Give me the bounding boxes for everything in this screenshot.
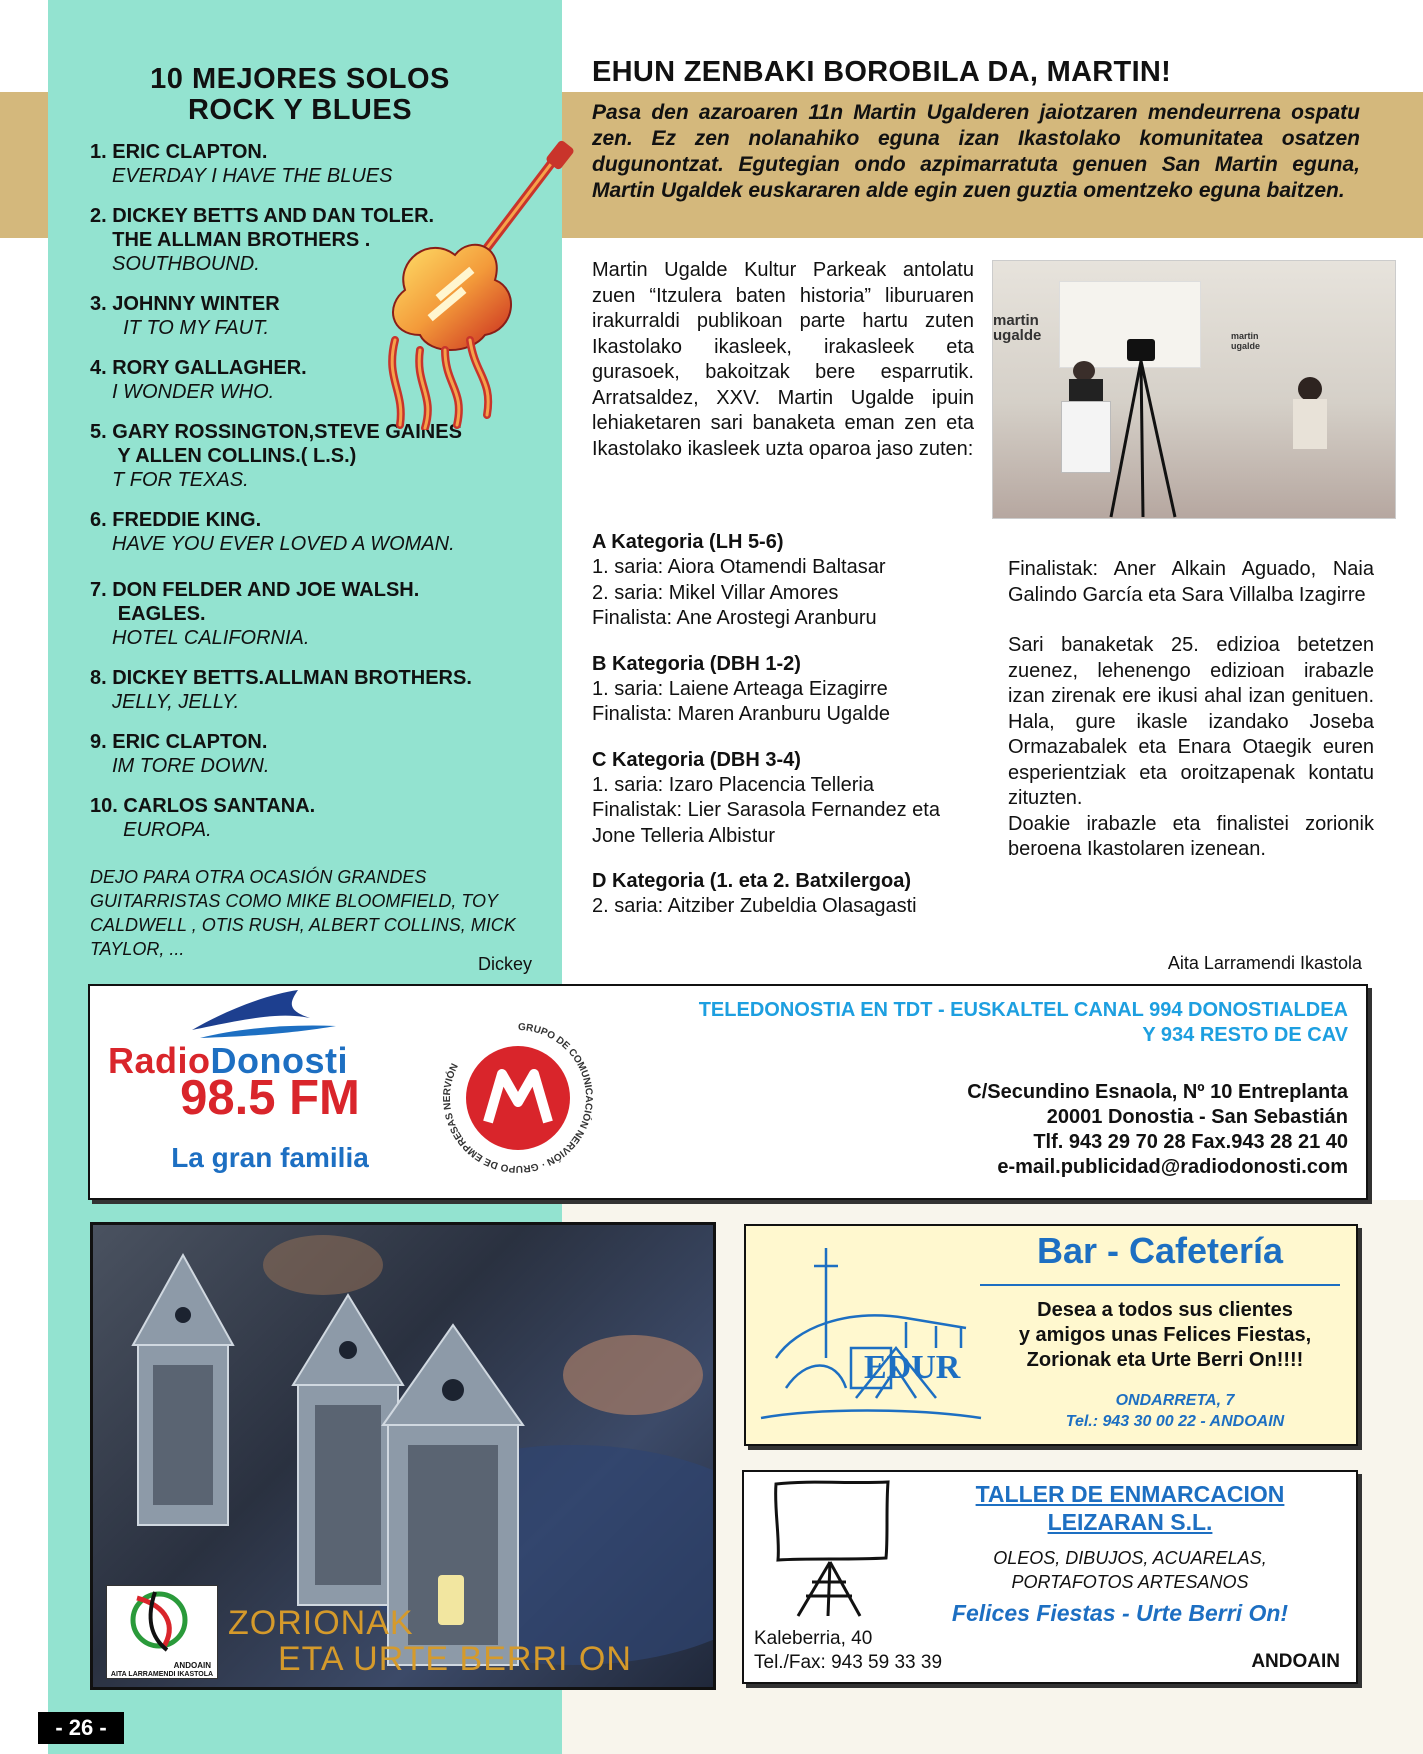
category-line: 1. saria: Aiora Otamendi Baltasar	[592, 556, 886, 578]
taller-services-line: OLEOS, DIBUJOS, ACUARELAS,	[993, 1548, 1267, 1568]
category-line: 1. saria: Izaro Placencia Telleria	[592, 773, 874, 796]
category-heading: C Kategoria (DBH 3-4)	[592, 748, 801, 771]
ikastola-logo-caption: AITA LARRAMENDI IKASTOLA	[110, 1671, 214, 1678]
speaker-head	[1073, 361, 1095, 381]
photo-sign-right: martin ugalde	[1231, 331, 1261, 351]
ikastola-logo-small: ANDOAIN	[173, 1661, 211, 1670]
radio-brand-red: Radio	[108, 1040, 211, 1081]
solo-song: EVERDAY I HAVE THE BLUES	[112, 165, 393, 187]
solo-item	[90, 730, 560, 778]
bar-title: Bar - Cafetería	[1036, 1230, 1284, 1271]
event-photo	[992, 260, 1396, 519]
solos-signature: Dickey	[477, 954, 532, 974]
solo-artist: 5. GARY ROSSINGTON,STEVE GAINES	[90, 421, 462, 443]
radio-brand-blue: Donosti	[210, 1040, 348, 1081]
solo-artist: 9. ERIC CLAPTON.	[90, 731, 268, 753]
zorionak-line1: ZORIONAK	[228, 1604, 414, 1642]
taller-phone: Tel./Fax: 943 59 33 39	[754, 1652, 943, 1673]
taller-title	[920, 1480, 1340, 1536]
category-heading: A Kategoria (LH 5-6)	[592, 531, 784, 553]
radio-tdt-line2: Y 934 RESTO DE CAV	[1142, 1024, 1348, 1046]
solo-item	[90, 508, 560, 556]
taller-greeting: Felices Fiestas - Urte Berri On!	[951, 1600, 1289, 1626]
ikastola-logo	[106, 1585, 218, 1679]
radio-tdt-line1: TELEDONOSTIA EN TDT - EUSKALTEL CANAL 994 DONOSTIALDEA	[698, 999, 1348, 1021]
easel-icon	[770, 1478, 900, 1618]
solo-artist: 8. DICKEY BETTS.ALLMAN BROTHERS.	[90, 667, 472, 689]
solo-song: IM TORE DOWN.	[112, 755, 270, 777]
category-block	[592, 652, 974, 728]
solo-song: SOUTHBOUND.	[112, 253, 260, 275]
solo-song: IT TO MY FAUT.	[112, 317, 270, 339]
solo-item	[90, 666, 560, 714]
article-signature: Aita Larramendi Ikastola	[1167, 953, 1362, 973]
bar-greeting-line: y amigos unas Felices Fiestas,	[1018, 1324, 1312, 1346]
taller-title-line2: LEIZARAN S.L.	[1047, 1509, 1213, 1535]
bar-street: ONDARRETA, 7	[1115, 1392, 1235, 1409]
bar-phone: Tel.: 943 30 00 22 - ANDOAIN	[1065, 1413, 1285, 1430]
category-line: Finalista: Ane Arostegi Aranburu	[592, 607, 877, 629]
solo-artist: 6. FREDDIE KING.	[90, 509, 262, 531]
radio-slogan: La gran familia	[171, 1142, 369, 1173]
tripod	[1103, 359, 1183, 519]
radio-phone: Tlf. 943 29 70 28 Fax.943 28 21 40	[1033, 1131, 1348, 1153]
zorionak-greeting	[228, 1605, 668, 1677]
radio-address	[820, 1080, 1348, 1180]
solo-item	[90, 420, 560, 492]
person-head	[1298, 377, 1322, 401]
radio-address-line: C/Secundino Esnaola, Nº 10 Entreplanta	[967, 1081, 1348, 1103]
taller-services	[940, 1546, 1320, 1594]
person-body	[1293, 399, 1327, 449]
bar-address	[1030, 1390, 1320, 1432]
solo-song: HAVE YOU EVER LOVED A WOMAN.	[112, 533, 455, 555]
solo-item	[90, 578, 560, 650]
ikastola-logo-mark	[107, 1586, 217, 1656]
article-right-column	[1008, 557, 1374, 863]
category-line: 1. saria: Laiene Arteaga Eizagirre	[592, 677, 888, 700]
category-block	[592, 869, 974, 920]
categories-list	[592, 530, 974, 940]
solo-song: JELLY, JELLY.	[112, 691, 240, 713]
solo-song: EUROPA.	[112, 819, 212, 841]
category-block	[592, 748, 974, 850]
taller-address	[754, 1627, 1054, 1675]
taller-title-line1: TALLER DE ENMARCACION	[975, 1481, 1285, 1507]
edur-logo-text: EDUR	[864, 1349, 961, 1386]
solo-artist: 10. CARLOS SANTANA.	[90, 795, 316, 817]
solo-artist: 2. DICKEY BETTS AND DAN TOLER.	[90, 205, 435, 227]
taller-services-line: PORTAFOTOS ARTESANOS	[1011, 1572, 1249, 1592]
solo-artist-line2: EAGLES.	[90, 603, 206, 625]
solo-song: T FOR TEXAS.	[112, 469, 249, 491]
solos-title-line2: ROCK Y BLUES	[187, 94, 413, 126]
solos-title-line1: 10 MEJORES SOLOS	[150, 63, 450, 95]
solo-song: I WONDER WHO.	[112, 381, 275, 403]
solo-artist: 7. DON FELDER AND JOE WALSH.	[90, 579, 420, 601]
guitar-illustration	[375, 140, 575, 430]
article-body: Martin Ugalde Kultur Parkeak antolatu zuen “Itzulera baten historia” liburuaren irakurraldi publikoan parte hartu zuten Ikastolako ikasleek, irakasleek eta gurasoek, bakoitzak bere esparrutik. Arratsaldez, XXV. Martin Ugalde ipuin lehiaketaren sari banaketa eman zen eta Ikastolako ikasleek uzta oparoa jaso zuten:	[592, 259, 974, 460]
category-line: 2. saria: Mikel Villar Amores	[592, 581, 839, 604]
category-line: Finalista: Maren Aranburu Ugalde	[592, 703, 890, 725]
radio-email: e-mail.publicidad@radiodonosti.com	[997, 1156, 1348, 1178]
bar-greeting-line: Desea a todos sus clientes	[1037, 1299, 1293, 1321]
category-heading: B Kategoria (DBH 1-2)	[592, 652, 801, 675]
radio-address-line: 20001 Donostia - San Sebastián	[1046, 1106, 1348, 1128]
zorionak-line2: ETA URTE BERRI ON	[278, 1640, 632, 1678]
radio-frequency: 98.5 FM	[180, 1071, 360, 1125]
bar-greeting-line: Zorionak eta Urte Berri On!!!!	[1026, 1349, 1304, 1371]
category-line: Finalistak: Lier Sarasola Fernandez eta Jone Telleria Albistur	[592, 799, 940, 847]
solo-artist: 4. RORY GALLAGHER.	[90, 357, 307, 379]
category-line: 2. saria: Aitziber Zubeldia Olasagasti	[592, 895, 917, 917]
category-heading: D Kategoria (1. eta 2. Batxilergoa)	[592, 870, 911, 892]
solo-artist: 3. JOHNNY WINTER	[90, 293, 280, 315]
closing-paragraph: Sari banaketak 25. edizioa betetzen zuenez, lehenengo edizioan irabazle izan zirenak ere ikusi ahal izan genituen. Hala, gure ikasle izandako Joseba Ormazabalek eta Enara Otaegik euren esperientziak eta oroitzapenak kontatu zituzten.	[1008, 634, 1374, 809]
edur-seaside-logo	[756, 1238, 984, 1434]
bar-title-rule	[980, 1284, 1340, 1286]
bar-greeting	[990, 1298, 1340, 1373]
solos-title	[100, 64, 500, 126]
category-block	[592, 530, 974, 632]
solos-outro: DEJO PARA OTRA OCASIÓN GRANDES GUITARRISTAS COMO MIKE BLOOMFIELD, TOY CALDWELL , OTIS RUSH, ALBERT COLLINS, MICK TAYLOR, ...	[90, 867, 516, 959]
seal-text: GRUPO DE COMUNICACIÓN NERVIÓN · GRUPO DE EMPRESAS NERVIÓN	[441, 1021, 594, 1175]
radio-tdt-info	[560, 998, 1348, 1048]
closing-paragraph-2: Doakie irabazle eta finalistei zorionik beroena Ikastolaren izenean.	[1008, 812, 1374, 860]
camera	[1127, 339, 1155, 361]
solo-artist-line2: THE ALLMAN BROTHERS .	[90, 229, 371, 251]
taller-street: Kaleberria, 40	[754, 1628, 873, 1649]
page-number: - 26 -	[38, 1712, 124, 1744]
taller-town: ANDOAIN	[1251, 1651, 1340, 1672]
finalists-text: Finalistak: Aner Alkain Aguado, Naia Galindo García eta Sara Villalba Izagirre	[1008, 558, 1374, 606]
photo-sign-left: martin ugalde	[993, 312, 1042, 344]
solo-item	[90, 794, 560, 842]
article-title: EHUN ZENBAKI BOROBILA DA, MARTIN!	[592, 56, 1172, 88]
radio-wave-logo	[190, 988, 340, 1044]
header-band-left	[0, 92, 48, 238]
solo-artist-line2: Y ALLEN COLLINS.( L.S.)	[90, 445, 357, 467]
paragraph-spacer	[1008, 608, 1374, 633]
article-lead: Pasa den azaroaren 11n Martin Ugalderen jaiotzaren mendeurrena ospatu zen. Ez zen nolanahiko eguna izan Ikastolako komunitatea osatzen dugunontzat. Egutegian ondo azpimarratuta genuen San Martin eguna, Martin Ugaldek euskararen alde egin zuen guztia omentzeko eguna baitzen.	[592, 101, 1360, 202]
solo-artist: 1. ERIC CLAPTON.	[90, 141, 268, 163]
solo-song: HOTEL CALIFORNIA.	[112, 627, 310, 649]
